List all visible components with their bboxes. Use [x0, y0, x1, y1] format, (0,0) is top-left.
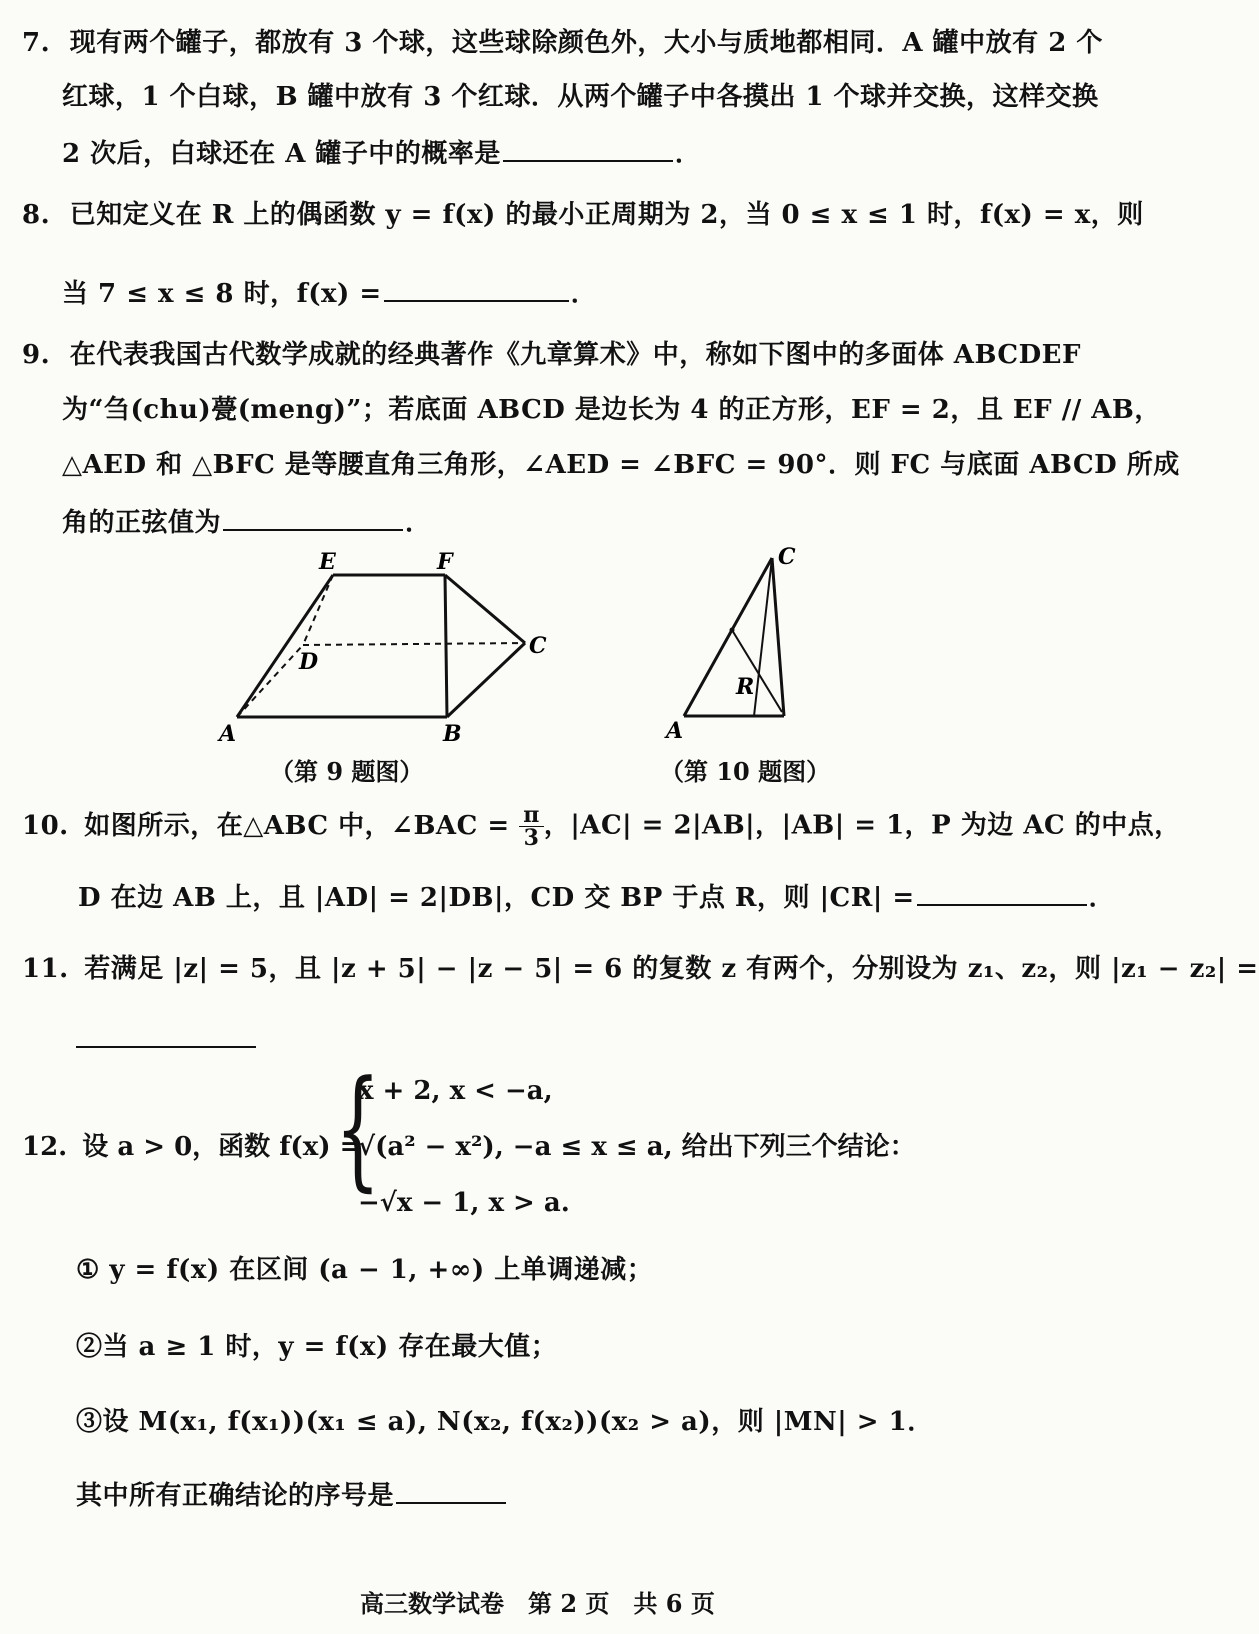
- q10-line1: 10. 如图所示，在△ABC 中，∠BAC = $\frac{\pi}{3}$ ，|AC| = 2|AB|，|AB| = 1，P 为边 AC 的中点，: [22, 802, 1181, 851]
- q11-number: 11.: [22, 954, 69, 984]
- q9-figure-caption: （第 9 题图）: [270, 757, 424, 786]
- edge-FB: [445, 575, 447, 717]
- q12-answer-blank: [396, 1476, 506, 1504]
- q9-number: 9.: [22, 340, 51, 370]
- edge-DC-hidden: [303, 643, 525, 645]
- q10-fraction: $\frac{\pi}{3}$: [519, 804, 544, 849]
- q12-brace: {: [335, 1052, 381, 1204]
- q7-line3: 2 次后，白球还在 A 罐子中的概率是 ．: [0, 134, 1080, 171]
- q9-line2: 为“刍(chu)甍(meng)”；若底面 ABCD 是边长为 4 的正方形，EF = 2，且 EF // AB，: [62, 395, 1161, 425]
- q12-conclusion-2: ②当 a ≥ 1 时，y = f(x) 存在最大值；: [76, 1332, 558, 1362]
- q8-line1: 8. 已知定义在 R 上的偶函数 y = f(x) 的最小正周期为 2，当 0 ≤ x ≤ 1 时，f(x) = x，则: [22, 200, 1144, 230]
- q10-figure-caption: （第 10 题图）: [660, 757, 831, 786]
- q10-number: 10.: [22, 810, 69, 841]
- q12-conclusion-1: ① y = f(x) 在区间 (a − 1, +∞) 上单调递减；: [76, 1255, 654, 1285]
- label-B: B: [443, 721, 462, 747]
- q7-line1: 7. 现有两个罐子，都放有 3 个球，这些球除颜色外，大小与质地都相同．A 罐中放有 2 个: [22, 28, 1103, 58]
- q12-case2: √(a² − x²), −a ≤ x ≤ a, 给出下列三个结论：: [358, 1132, 916, 1162]
- q12-ask: 其中所有正确结论的序号是: [0, 1476, 1080, 1513]
- page-footer: 高三数学试卷 第 2 页 共 6 页: [360, 1589, 715, 1618]
- edge-BC: [447, 643, 525, 717]
- label-R: R: [736, 674, 755, 700]
- edge-EA: [237, 575, 333, 717]
- q7-line2: 红球，1 个白球，B 罐中放有 3 个红球．从两个罐子中各摸出 1 个球并交换，这样交换: [62, 82, 1099, 112]
- q7-answer-blank: [503, 134, 673, 162]
- q12-number: 12.: [22, 1132, 68, 1162]
- edge-CB: [772, 558, 784, 716]
- label-A: A: [666, 718, 684, 744]
- q11-line1: 11. 若满足 |z| = 5，且 |z + 5| − |z − 5| = 6 的复数 z 有两个，分别设为 z₁、z₂，则 |z₁ − z₂| =: [22, 954, 1259, 984]
- q9-figure-polyhedron: [215, 545, 575, 755]
- q9-line4: 角的正弦值为 ．: [0, 503, 1080, 540]
- label-C: C: [778, 544, 796, 570]
- q10-line2: D 在边 AB 上，且 |AD| = 2|DB|，CD 交 BP 于点 R，则 |CR| = ．: [0, 878, 1080, 915]
- q10-answer-blank: [917, 878, 1087, 906]
- label-A: A: [219, 721, 237, 747]
- q9-answer-blank: [223, 503, 403, 531]
- q12-lead-line: 12. 设 a > 0，函数 f(x) =: [22, 1132, 362, 1162]
- q9-line3: △AED 和 △BFC 是等腰直角三角形，∠AED = ∠BFC = 90°．则 FC 与底面 ABCD 所成: [62, 450, 1180, 480]
- q11-answer-blank: [76, 1020, 256, 1048]
- edge-AD-hidden: [237, 645, 303, 717]
- edge-ED-hidden: [303, 575, 333, 645]
- edge-FC: [445, 575, 525, 643]
- label-F: F: [437, 549, 453, 575]
- label-C: C: [529, 633, 547, 659]
- q8-number: 8.: [22, 200, 51, 230]
- point-P: [730, 628, 735, 633]
- q9-line1: 9. 在代表我国古代数学成就的经典著作《九章算术》中，称如下图中的多面体 ABCDEF: [22, 340, 1081, 370]
- q12-case1: x + 2, x < −a,: [358, 1076, 553, 1106]
- q11-line2: [0, 1020, 1080, 1057]
- q12-conclusion-3: ③设 M(x₁, f(x₁))(x₁ ≤ a), N(x₂, f(x₂))(x₂ > a)，则 |MN| > 1．: [76, 1407, 934, 1437]
- q8-line2: 当 7 ≤ x ≤ 8 时，f(x) = ．: [0, 274, 1080, 311]
- q8-answer-blank: [384, 274, 569, 302]
- q10-figure-triangle: [662, 540, 812, 750]
- q12-case3: −√x − 1, x > a.: [358, 1188, 570, 1218]
- label-D: D: [299, 649, 319, 675]
- label-E: E: [319, 549, 336, 575]
- edge-CA: [684, 558, 772, 716]
- q7-number: 7.: [22, 28, 51, 58]
